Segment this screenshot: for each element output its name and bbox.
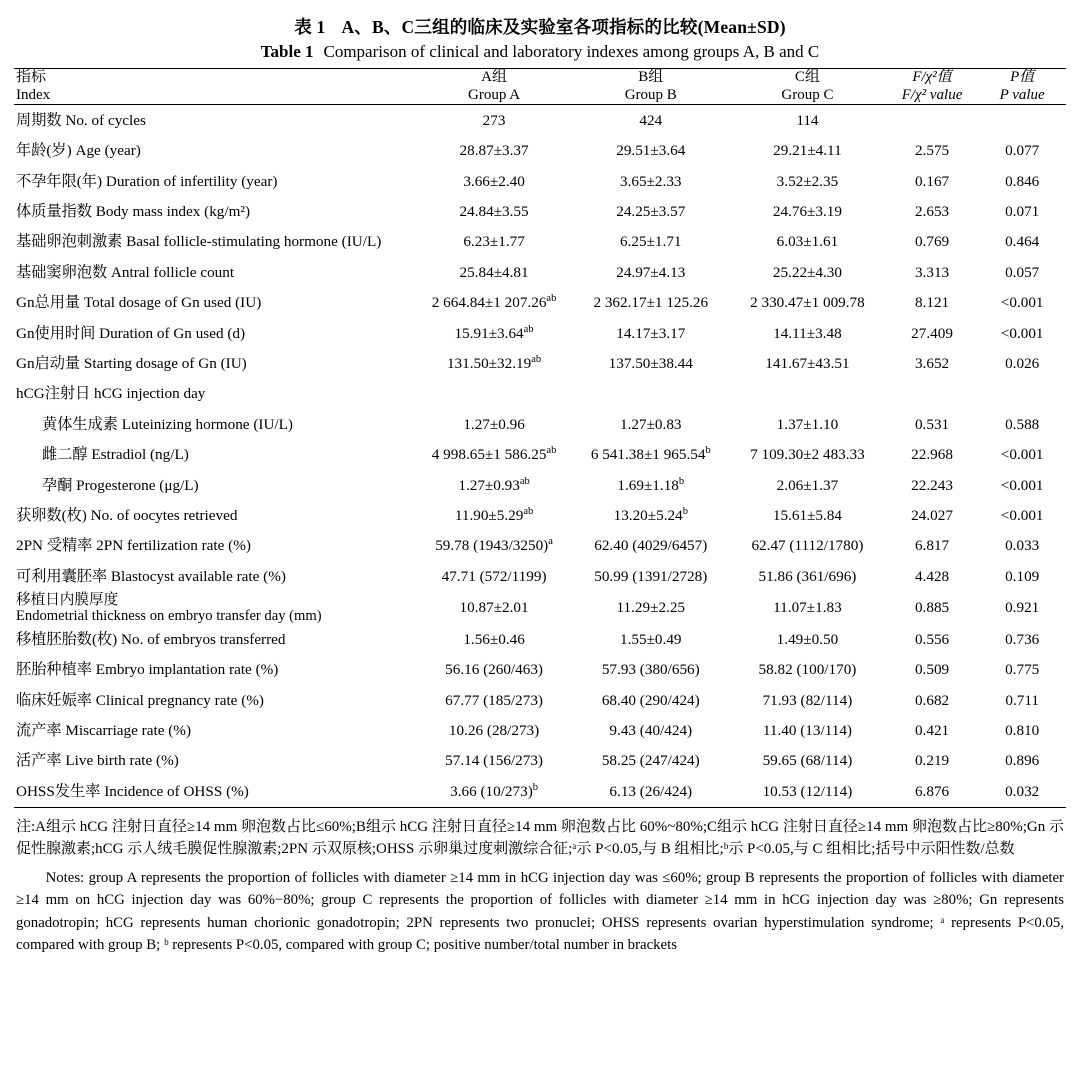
caption-english — [14, 42, 1066, 62]
table-row — [14, 624, 1066, 654]
comparison-table — [14, 68, 1066, 808]
significance-marker: b — [532, 781, 539, 793]
row-index-label: 移植日内膜厚度 Endometrial thickness on embryo transfer day (mm) — [16, 591, 322, 624]
cell-group-a: 47.71 (572/1199) — [441, 567, 547, 585]
notes-chinese — [14, 816, 1066, 861]
cell-statistic: 3.652 — [914, 354, 950, 372]
significance-marker: b — [705, 445, 711, 457]
cell-group-b: 1.69±1.18$^b$ — [617, 475, 685, 494]
header-pvalue-line1: P值 — [1010, 69, 1035, 85]
cell-group-a: 11.90±5.29$^{ab}$ — [454, 505, 534, 524]
header-group-a-cn: A组 — [481, 69, 507, 85]
header-index-cn: 指标 — [16, 69, 47, 85]
cell-group-b: 137.50±38.44 — [608, 354, 693, 372]
row-index-label: hCG注射日 hCG injection day — [16, 385, 206, 403]
notes-english-text: Notes: group A represents the proportion of follicles with diameter ≥14 mm in hCG injection day was ≤60%; group B represents the proportion of follicles with diameter ≥14 mm on hCG injection day was 60%−80%; group C represents the proportion of follicles with diameter ≥14 mm in hCG injection day was ≥80%; Gn represents gonadotropin; hCG represents human chorionic gonadotropin; 2PN represents two pronuclei; OHSS represents ovarian hyperstimulation syndrome; ᵃ represents P<0.05, compared with group B; ᵇ represents P<0.05, compared with group C; positive number/total number in brackets — [16, 869, 1064, 954]
cell-pvalue: 0.071 — [1005, 203, 1040, 220]
cell-group-c: 62.47 (1112/1780) — [751, 537, 864, 555]
cell-pvalue: 0.896 — [1005, 752, 1040, 770]
table-row — [14, 655, 1066, 685]
header-group-c-en: Group C — [781, 86, 834, 103]
cell-group-c: 141.67±43.51 — [765, 354, 850, 372]
table-row — [14, 561, 1066, 591]
table-row — [14, 349, 1066, 379]
significance-marker: ab — [523, 505, 534, 517]
significance-marker: ab — [519, 475, 530, 487]
cell-group-c: 11.40 (13/114) — [762, 721, 852, 739]
table-row — [14, 197, 1066, 227]
cell-group-a: 2 664.84±1 207.26$^{ab}$ — [431, 293, 557, 312]
cell-pvalue: 0.711 — [1005, 691, 1039, 709]
cell-group-b: 50.99 (1391/2728) — [594, 567, 708, 585]
cell-group-b: 3.65±2.33 — [620, 172, 682, 190]
cell-pvalue: <0.001 — [1000, 506, 1044, 524]
cell-group-a: 15.91±3.64$^{ab}$ — [454, 323, 534, 342]
header-index-en: Index — [16, 86, 51, 103]
table-row — [14, 776, 1066, 807]
row-index-label: 体质量指数 Body mass index (kg/m²) — [16, 203, 251, 220]
table-row — [14, 470, 1066, 500]
cell-group-a: 10.87±2.01 — [459, 599, 529, 617]
row-index-label: 基础卵泡刺激素 Basal follicle-stimulating hormone (IU/L) — [16, 233, 382, 251]
cell-group-a: 56.16 (260/463) — [445, 661, 543, 679]
caption-english-text: Comparison of clinical and laboratory indexes among groups A, B and C — [323, 42, 820, 61]
cell-group-c: 114 — [796, 111, 819, 129]
cell-group-c: 71.93 (82/114) — [762, 691, 853, 709]
header-statistic-line1: F/χ²值 — [912, 69, 952, 85]
row-index-label: 不孕年限(年) Duration of infertility (year) — [16, 172, 278, 190]
notes-english — [14, 867, 1066, 957]
row-index-label: 雌二醇 Estradiol (ng/L) — [42, 446, 189, 464]
cell-statistic: 0.885 — [914, 599, 950, 617]
table-body — [14, 105, 1066, 807]
table-row — [14, 500, 1066, 530]
cell-group-a: 131.50±32.19$^{ab}$ — [446, 353, 542, 372]
row-index-label: 获卵数(枚) No. of oocytes retrieved — [16, 506, 238, 524]
row-index-label: Gn启动量 Starting dosage of Gn (IU) — [16, 354, 247, 372]
cell-group-c: 29.21±4.11 — [773, 142, 842, 160]
header-pvalue — [978, 69, 1066, 105]
cell-pvalue: 0.026 — [1005, 354, 1040, 372]
cell-pvalue: 0.921 — [1005, 599, 1040, 617]
header-group-a — [416, 69, 573, 105]
cell-group-b: 6.13 (26/424) — [609, 782, 693, 800]
header-statistic — [886, 69, 979, 105]
cell-pvalue: <0.001 — [1000, 476, 1044, 494]
cell-pvalue: 0.588 — [1005, 415, 1040, 433]
cell-group-c: 11.07±1.83 — [773, 599, 842, 617]
cell-statistic: 6.876 — [914, 782, 950, 800]
cell-statistic: 8.121 — [914, 294, 950, 312]
row-index-label: 年龄(岁) Age (year) — [16, 142, 141, 160]
cell-group-c: 24.76±3.19 — [772, 203, 842, 220]
cell-pvalue: 0.033 — [1005, 537, 1040, 555]
caption-chinese-number: 表 1 — [294, 17, 326, 37]
row-index-label: 周期数 No. of cycles — [16, 111, 146, 129]
cell-group-a: 3.66 $(10/273)^b$ — [450, 781, 539, 800]
header-index — [14, 69, 416, 105]
table-row — [14, 257, 1066, 287]
row-index-label: 临床妊娠率 Clinical pregnancy rate (%) — [16, 691, 264, 709]
cell-group-b: 68.40 (290/424) — [601, 691, 700, 709]
cell-group-a: 4 998.65±1 586.25$^{ab}$ — [431, 445, 557, 464]
table-row — [14, 288, 1066, 318]
cell-pvalue — [978, 105, 1066, 136]
cell-group-b: 13.20±5.24$^b$ — [613, 505, 688, 524]
cell-group-c: 2.06±1.37 — [776, 476, 839, 494]
table-row — [14, 685, 1066, 715]
cell-group-b: 57.93 (380/656) — [601, 661, 700, 679]
cell-group-c: 14.11±3.48 — [773, 324, 842, 342]
cell-group-c: 10.53 (12/114) — [762, 782, 853, 800]
cell-group-b: 2 362.17±1 125.26 — [593, 294, 709, 312]
cell-statistic: 2.653 — [914, 203, 950, 220]
cell-group-b: 6.25±1.71 — [620, 233, 682, 251]
cell-group-c: 51.86 (361/696) — [758, 567, 857, 585]
table-row — [14, 440, 1066, 470]
cell-pvalue: <0.001 — [1000, 294, 1044, 312]
row-index-label: 孕酮 Progesterone (μg/L) — [42, 476, 199, 494]
cell-pvalue: <0.001 — [1000, 446, 1044, 464]
cell-statistic: 0.219 — [914, 752, 950, 770]
cell-statistic: 4.428 — [914, 567, 950, 585]
cell-group-a: 67.77 (185/273) — [445, 691, 543, 709]
cell-statistic: 6.817 — [914, 537, 950, 555]
cell-group-c: 59.65 (68/114) — [762, 752, 853, 770]
cell-statistic — [886, 105, 979, 136]
cell-statistic: 22.243 — [911, 476, 953, 494]
cell-group-b: 6 541.38±1 965.54$^b$ — [590, 445, 711, 464]
row-index-label: Gn总用量 Total dosage of Gn used (IU) — [16, 294, 262, 312]
row-index-label: 黄体生成素 Luteinizing hormone (IU/L) — [42, 415, 293, 433]
cell-group-c: 1.49±0.50 — [776, 630, 839, 648]
cell-group-b: 1.55±0.49 — [620, 630, 682, 648]
significance-marker: b — [682, 505, 688, 517]
cell-statistic: 2.575 — [914, 142, 950, 160]
header-group-a-en: Group A — [468, 86, 521, 103]
significance-marker: a — [548, 536, 553, 548]
table-row — [14, 136, 1066, 166]
cell-group-b — [572, 379, 729, 409]
cell-statistic: 0.167 — [914, 172, 950, 190]
significance-marker: ab — [531, 353, 542, 365]
cell-statistic: 24.027 — [911, 506, 953, 524]
cell-group-a: 28.87±3.37 — [459, 142, 529, 160]
cell-group-a: 24.84±3.55 — [459, 203, 529, 220]
cell-group-c — [729, 379, 886, 409]
cell-group-c: 3.52±2.35 — [776, 172, 839, 190]
cell-group-a: 1.27±0.96 — [463, 415, 525, 433]
cell-statistic: 0.682 — [914, 691, 950, 709]
cell-statistic: 0.421 — [914, 721, 950, 739]
cell-group-b: 1.27±0.83 — [620, 415, 682, 433]
caption-chinese-text: A、B、C三组的临床及实验室各项指标的比较(Mean±SD) — [341, 17, 786, 37]
table-row — [14, 105, 1066, 136]
cell-group-c: 6.03±1.61 — [776, 233, 839, 251]
cell-group-c: 7 109.30±2 483.33 — [750, 446, 865, 464]
cell-group-b: 58.25 (247/424) — [601, 752, 700, 770]
cell-pvalue: 0.810 — [1005, 721, 1040, 739]
table-row — [14, 592, 1066, 625]
cell-group-a: 10.26 (28/273) — [448, 721, 540, 739]
row-index-label: OHSS发生率 Incidence of OHSS (%) — [16, 782, 249, 800]
cell-group-c: 58.82 (100/170) — [758, 661, 857, 679]
row-index-label: 活产率 Live birth rate (%) — [16, 752, 179, 770]
header-statistic-line2: F/χ² value — [901, 86, 963, 103]
cell-pvalue: 0.032 — [1005, 782, 1040, 800]
cell-pvalue: 0.775 — [1005, 661, 1040, 679]
cell-statistic: 22.968 — [911, 446, 953, 464]
table-row — [14, 166, 1066, 196]
cell-pvalue — [978, 379, 1066, 409]
header-group-c — [729, 69, 886, 105]
header-row — [14, 69, 1066, 105]
row-index-label: 流产率 Miscarriage rate (%) — [16, 721, 192, 739]
header-group-c-cn: C组 — [794, 69, 820, 85]
row-index-label: 移植胚胎数(枚) No. of embryos transferred — [16, 630, 286, 648]
table-row — [14, 227, 1066, 257]
cell-statistic: 27.409 — [911, 324, 953, 342]
header-group-b-cn: B组 — [638, 69, 664, 85]
cell-statistic: 3.313 — [914, 263, 950, 281]
header-pvalue-line2: P value — [999, 86, 1045, 103]
cell-group-b: 29.51±3.64 — [616, 142, 686, 160]
cell-group-c: 2 330.47±1 009.78 — [750, 294, 865, 312]
row-index-label: 胚胎种植率 Embryo implantation rate (%) — [16, 661, 279, 679]
cell-pvalue: 0.464 — [1005, 233, 1040, 251]
cell-pvalue: 0.077 — [1005, 142, 1040, 160]
caption-english-number: Table 1 — [260, 42, 314, 61]
row-index-label: 基础窦卵泡数 Antral follicle count — [16, 263, 235, 281]
notes-chinese-text: 注:A组示 hCG 注射日直径≥14 mm 卵泡数占比≤60%;B组示 hCG 注射日直径≥14 mm 卵泡数占比 60%~80%;C组示 hCG 注射日直径≥14 mm 卵泡数占比≥80%;Gn 示促性腺激素;hCG 示人绒毛膜促性腺激素;2PN 示双原核;OHSS 示卵巢过度刺激综合征;ᵃ示 P<0.05,与 B 组相比;ᵇ示 P<0.05,与 C 组相比;括号中示阳性数/总数 — [16, 818, 1064, 858]
cell-group-a: 59.78 $(1943/3250)^a$ — [435, 536, 553, 555]
header-group-b-en: Group B — [624, 86, 677, 103]
significance-marker: ab — [546, 293, 557, 305]
row-index-label: 可利用囊胚率 Blastocyst available rate (%) — [16, 567, 286, 585]
cell-pvalue: 0.057 — [1005, 263, 1040, 281]
table-row — [14, 379, 1066, 409]
cell-statistic: 0.531 — [914, 415, 950, 433]
cell-group-a: 273 — [482, 111, 506, 129]
cell-group-c: 15.61±5.84 — [772, 506, 842, 524]
cell-group-a: 57.14 (156/273) — [445, 752, 543, 770]
caption-chinese — [14, 14, 1066, 39]
cell-statistic: 0.769 — [914, 233, 950, 251]
cell-group-b: 14.17±3.17 — [616, 324, 686, 342]
cell-group-a: 1.56±0.46 — [463, 630, 525, 648]
significance-marker: b — [678, 475, 685, 487]
cell-group-a: 1.27±0.93$^{ab}$ — [458, 475, 530, 494]
cell-statistic: 0.556 — [914, 630, 950, 648]
table-row — [14, 531, 1066, 561]
cell-group-b: 62.40 (4029/6457) — [594, 537, 708, 555]
cell-group-a: 25.84±4.81 — [459, 263, 529, 281]
significance-marker: ab — [546, 445, 557, 457]
cell-pvalue: <0.001 — [1000, 324, 1044, 342]
significance-marker: ab — [523, 323, 534, 335]
cell-group-b: 24.97±4.13 — [616, 263, 686, 281]
cell-pvalue: 0.109 — [1005, 567, 1040, 585]
cell-statistic — [886, 379, 979, 409]
cell-group-a: 3.66±2.40 — [463, 172, 525, 190]
cell-group-b: 24.25±3.57 — [616, 203, 686, 220]
cell-group-b: 9.43 (40/424) — [609, 721, 693, 739]
table-row — [14, 318, 1066, 348]
table-row — [14, 409, 1066, 439]
table-row — [14, 715, 1066, 745]
row-index-label: Gn使用时间 Duration of Gn used (d) — [16, 324, 246, 342]
cell-group-c: 25.22±4.30 — [772, 263, 842, 281]
cell-statistic: 0.509 — [914, 661, 950, 679]
table-header — [14, 69, 1066, 105]
header-group-b — [572, 69, 729, 105]
cell-pvalue: 0.736 — [1005, 630, 1040, 648]
cell-pvalue: 0.846 — [1005, 172, 1040, 190]
cell-group-b: 11.29±2.25 — [616, 599, 686, 617]
row-index-label: 2PN 受精率 2PN fertilization rate (%) — [16, 537, 251, 555]
table-row — [14, 746, 1066, 776]
cell-group-a — [416, 379, 573, 409]
cell-group-c: 1.37±1.10 — [776, 415, 839, 433]
cell-group-b: 424 — [639, 111, 663, 129]
cell-group-a: 6.23±1.77 — [463, 233, 525, 251]
